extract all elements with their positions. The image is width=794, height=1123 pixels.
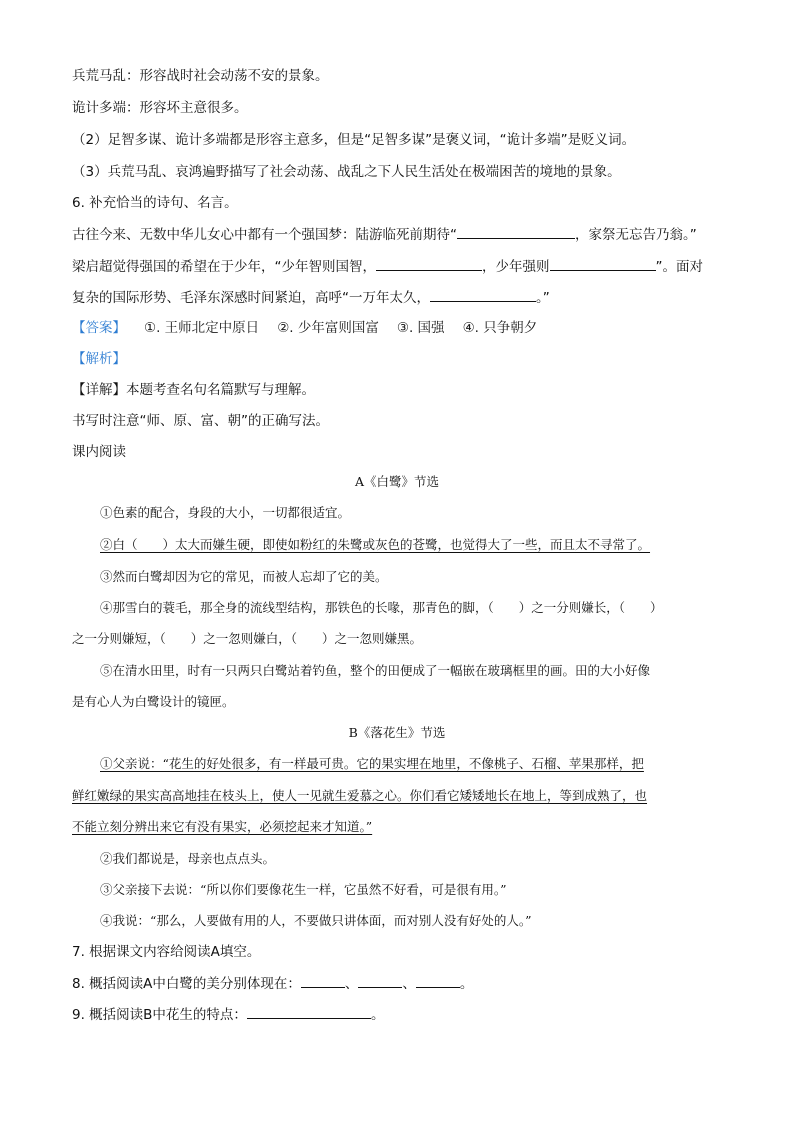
q6-blank-4: [430, 287, 536, 302]
answer-line: [72, 318, 537, 338]
question-6-line-2: [72, 256, 703, 277]
q6-text-3a: 复杂的国际形势、毛泽东深感时间紧迫，高呼“一万年太久，: [72, 290, 430, 306]
q6-blank-2: [376, 256, 482, 271]
analysis-writing-note: 书写时注意“师、原、富、朝”的正确写法。: [72, 413, 329, 429]
q8-blank-2: [358, 973, 402, 988]
reading-a-paragraph-4b: 之一分则嫌短，（ ）之一忽则嫌白，（ ）之一忽则嫌黑。: [72, 631, 423, 646]
answer-1: ①. 王师北定中原日: [144, 320, 260, 336]
reading-a-paragraph-1: ①色素的配合，身段的大小，一切都很适宜。: [100, 505, 351, 520]
answer-4: ④. 只争朝夕: [462, 320, 538, 336]
q6-blank-1: [457, 224, 575, 239]
reading-a-paragraph-2: ②白（ ）太大而嫌生硬，即使如粉红的朱鹭或灰色的苍鹭，也觉得大了一些，而且太不寻常了。: [100, 537, 651, 552]
q8-separator-2: 、: [402, 976, 416, 992]
question-6-line-3: [72, 287, 550, 308]
q6-text-1a: 古往今来、无数中华儿女心中都有一个强国梦：陆游临死前期待“: [72, 227, 457, 243]
reading-b-paragraph-1c: 不能立刻分辨出来它有没有果实，必须挖起来才知道。”: [72, 819, 373, 834]
q8-blank-3: [416, 973, 460, 988]
line-bing-huang-ma-luan: 兵荒马乱：形容战时社会动荡不安的景象。: [72, 68, 329, 84]
question-6-heading: 6. 补充恰当的诗句、名言。: [72, 195, 238, 211]
q8-separator-1: 、: [344, 976, 359, 992]
reading-b-paragraph-4: ④我说：“那么，人要做有用的人，不要做只讲体面，而对别人没有好处的人。”: [100, 913, 532, 928]
analysis-tag: 【解析】: [72, 351, 126, 367]
reading-a-paragraph-5a: ⑤在清水田里，时有一只两只白鹭站着钓鱼，整个的田便成了一幅嵌在玻璃框里的画。田的大小好像: [100, 663, 651, 678]
line-gui-ji-duo-duan: 诡计多端：形容坏主意很多。: [72, 100, 248, 116]
question-6-line-1: [72, 224, 697, 245]
q6-text-2a: 梁启超觉得强国的希望在于少年，“少年智则国智，: [72, 259, 376, 275]
answer-2: ②. 少年富则国富: [277, 320, 379, 336]
q6-text-3b: 。”: [536, 290, 550, 306]
reading-a-paragraph-3: ③然而白鹭却因为它的常见，而被人忘却了它的美。: [100, 569, 388, 584]
reading-a-paragraph-4a: ④那雪白的蓑毛，那全身的流线型结构，那铁色的长喙，那青色的脚，（ ）之一分则嫌长，（ ）: [100, 600, 663, 615]
question-7: 7. 根据课文内容给阅读A填空。: [72, 944, 261, 960]
reading-b-paragraph-2: ②我们都说是，母亲也点点头。: [100, 851, 276, 866]
q8-blank-1: [301, 973, 345, 988]
line-explanation-2: （2）足智多谋、诡计多端都是形容主意多，但是“足智多谋”是褒义词，“诡计多端”是贬义词。: [72, 132, 636, 148]
reading-a-title: A《白鹭》节选: [354, 474, 440, 489]
reading-b-paragraph-1a: ①父亲说：“花生的好处很多，有一样最可贵。它的果实埋在地里，不像桃子、石榴、苹果那样，把: [100, 756, 644, 771]
q8-end: 。: [459, 976, 474, 992]
q6-text-2b: ，少年强则: [482, 259, 550, 275]
q8-text: 8. 概括阅读A中白鹭的美分别体现在：: [72, 976, 301, 992]
q6-text-2c: ”。面对: [655, 259, 703, 275]
reading-b-title: B《落花生》节选: [348, 725, 446, 740]
line-explanation-3: （3）兵荒马乱、哀鸿遍野描写了社会动荡、战乱之下人民生活处在极端困苦的境地的景象。: [72, 164, 621, 180]
reading-b-paragraph-1b: 鲜红嫩绿的果实高高地挂在枝头上，使人一见就生爱慕之心。你们看它矮矮地长在地上，等到成熟了，也: [72, 788, 648, 803]
reading-a-paragraph-5b: 是有心人为白鹭设计的镜匣。: [72, 694, 235, 709]
q6-blank-3: [550, 256, 656, 271]
section-heading-reading: 课内阅读: [72, 444, 126, 460]
q6-text-1b: ，家祭无忘告乃翁。”: [575, 227, 697, 243]
reading-b-paragraph-3: ③父亲接下去说：“所以你们要像花生一样，它虽然不好看，可是很有用。”: [100, 882, 507, 897]
answer-3: ③. 国强: [396, 320, 445, 336]
q9-blank: [247, 1004, 371, 1019]
question-8: [72, 973, 473, 994]
q9-text: 9. 概括阅读B中花生的特点：: [72, 1007, 247, 1023]
answer-tag: 【答案】: [72, 320, 126, 336]
q9-end: 。: [370, 1007, 385, 1023]
analysis-detail: 【详解】本题考查名句名篇默写与理解。: [72, 382, 315, 398]
question-9: [72, 1004, 384, 1025]
